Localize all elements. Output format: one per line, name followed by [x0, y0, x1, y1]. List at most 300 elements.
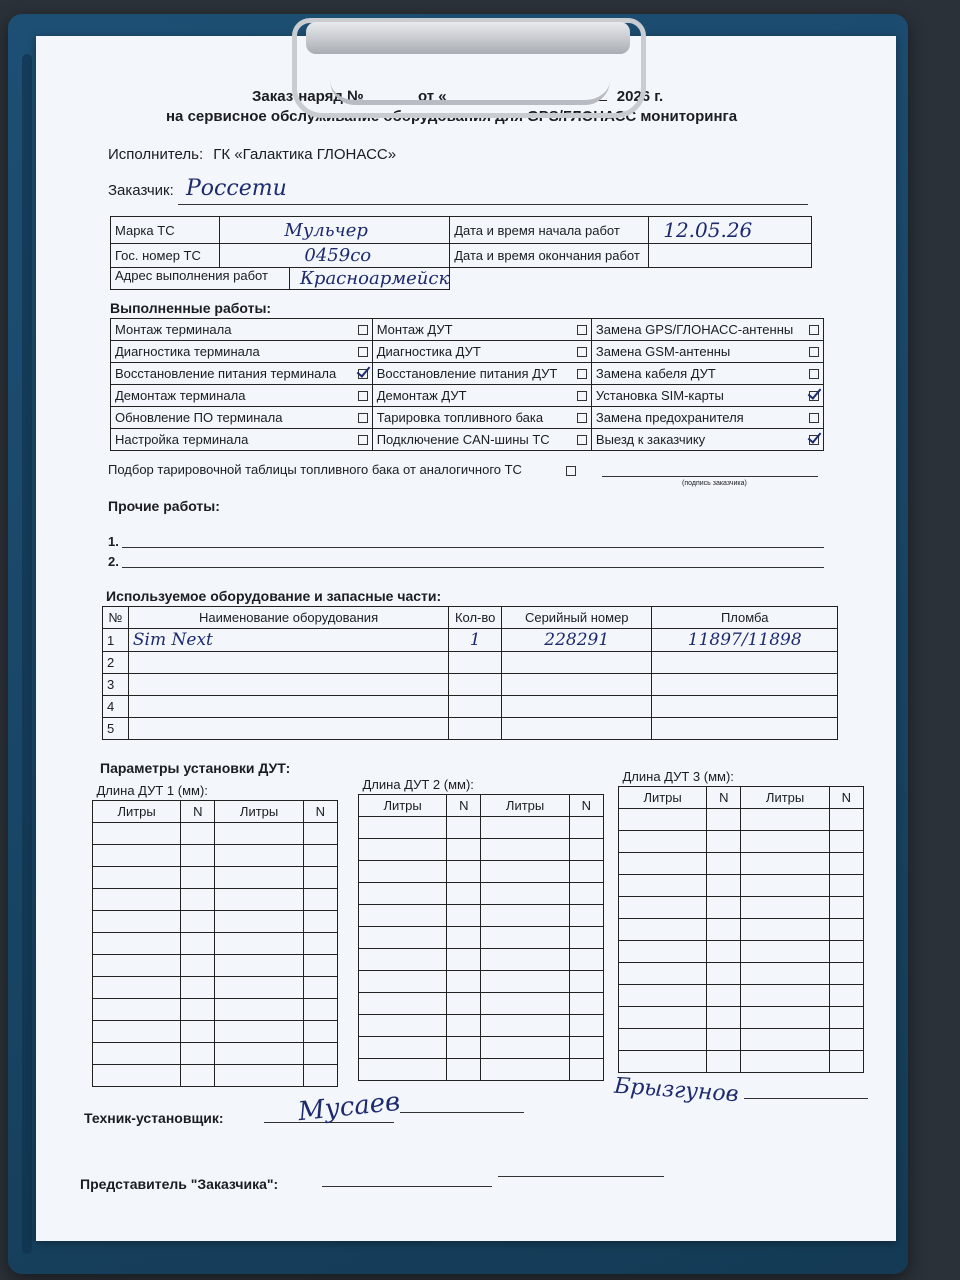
brand-label: Марка ТС — [111, 217, 220, 244]
dut-cell[interactable] — [181, 977, 215, 999]
work-item — [111, 385, 373, 407]
customer-label: Заказчик: — [108, 182, 174, 199]
dut-cell[interactable] — [569, 1059, 603, 1081]
work-item-checkbox[interactable] — [358, 391, 368, 401]
dut-cell[interactable] — [359, 927, 447, 949]
equipment-cell — [502, 696, 652, 718]
equipment-cell — [652, 718, 838, 740]
work-item-checkbox[interactable] — [577, 369, 587, 379]
dut-cell[interactable] — [707, 809, 741, 831]
dut-row — [93, 889, 338, 911]
dut-cell[interactable] — [447, 905, 481, 927]
equipment-cell — [652, 674, 838, 696]
dut-cell[interactable] — [303, 823, 337, 845]
dut-cell[interactable] — [741, 809, 829, 831]
dut-cell[interactable] — [481, 1015, 569, 1037]
work-item-checkbox[interactable] — [809, 391, 819, 401]
dut-cell[interactable] — [829, 963, 863, 985]
work-item — [111, 407, 373, 429]
address-cell — [111, 268, 450, 290]
dut-cell[interactable] — [741, 875, 829, 897]
work-item-checkbox[interactable] — [577, 325, 587, 335]
work-item — [591, 407, 823, 429]
dut-row — [359, 1059, 604, 1081]
tariff-row — [108, 462, 576, 477]
work-item — [111, 363, 373, 385]
work-item-checkbox[interactable] — [358, 413, 368, 423]
dut-cell[interactable] — [829, 1007, 863, 1029]
dut-cell[interactable] — [569, 861, 603, 883]
dut-cell[interactable] — [359, 861, 447, 883]
dut-cell[interactable] — [619, 853, 707, 875]
dut-cell[interactable] — [481, 927, 569, 949]
dut-cell[interactable] — [215, 1021, 303, 1043]
dut-row — [619, 985, 864, 1007]
dut-cell[interactable] — [569, 993, 603, 1015]
equipment-cell: 228291 — [502, 629, 652, 652]
dut-cell[interactable] — [481, 817, 569, 839]
work-item-label: Подключение CAN-шины ТС — [376, 432, 550, 447]
equipment-cell: 5 — [103, 718, 129, 740]
dut-cell[interactable] — [447, 949, 481, 971]
equipment-cell — [128, 652, 448, 674]
dut-cell[interactable] — [93, 845, 181, 867]
equipment-cell — [449, 674, 502, 696]
work-item-label: Установка SIM-карты — [595, 388, 724, 403]
dut-cell[interactable] — [215, 933, 303, 955]
work-item-checkbox[interactable] — [809, 435, 819, 445]
equipment-header: Кол-во — [449, 607, 502, 629]
dut-row — [359, 949, 604, 971]
equipment-cell — [652, 652, 838, 674]
dut-caption: Длина ДУТ 3 (мм): — [622, 768, 734, 784]
equipment-row — [103, 718, 838, 740]
dut-cell[interactable] — [215, 955, 303, 977]
dut-cell[interactable] — [181, 867, 215, 889]
dut-cell[interactable] — [481, 949, 569, 971]
dut-cell[interactable] — [707, 963, 741, 985]
work-item-checkbox[interactable] — [577, 435, 587, 445]
dut-cell[interactable] — [569, 817, 603, 839]
executor-value: ГК «Галактика ГЛОНАСС» — [213, 146, 397, 163]
dut-cell[interactable] — [741, 853, 829, 875]
works-title: Выполненные работы: — [110, 300, 272, 316]
dut-cell[interactable] — [447, 993, 481, 1015]
dut-cell[interactable] — [481, 861, 569, 883]
work-item — [591, 363, 823, 385]
dut-cell[interactable] — [215, 911, 303, 933]
dut-row — [93, 933, 338, 955]
dut-cell[interactable] — [93, 977, 181, 999]
work-item — [111, 429, 373, 451]
dut-cell[interactable] — [303, 867, 337, 889]
work-item-label: Монтаж ДУТ — [376, 322, 453, 337]
equipment-header: Наименование оборудования — [128, 607, 448, 629]
dut-row — [359, 1037, 604, 1059]
dut-cell[interactable] — [481, 883, 569, 905]
equipment-cell — [449, 696, 502, 718]
dut-row — [619, 853, 864, 875]
dut-cell[interactable] — [303, 933, 337, 955]
dut-row — [93, 1065, 338, 1087]
works-row — [111, 363, 824, 385]
dut-cell[interactable] — [829, 897, 863, 919]
dut-cell[interactable] — [619, 941, 707, 963]
equipment-header-row — [103, 607, 838, 629]
dut-cell[interactable] — [829, 1029, 863, 1051]
dut-row — [619, 941, 864, 963]
other-line-2 — [122, 567, 824, 568]
dut-cell[interactable] — [359, 1037, 447, 1059]
dut-cell[interactable] — [619, 1007, 707, 1029]
dut-cell[interactable] — [93, 955, 181, 977]
dut-cell[interactable] — [93, 823, 181, 845]
equipment-cell — [502, 652, 652, 674]
dut-cell[interactable] — [447, 817, 481, 839]
dut-row — [619, 1007, 864, 1029]
executor-row — [108, 146, 396, 163]
dut-cell[interactable] — [359, 1015, 447, 1037]
work-item-checkbox[interactable] — [577, 413, 587, 423]
dut-cell[interactable] — [303, 889, 337, 911]
technician-signature-2: Брызгунов — [613, 1073, 740, 1108]
dut-cell[interactable] — [481, 971, 569, 993]
signature-caption: (подпись заказчика) — [682, 480, 747, 487]
equipment-header: № — [103, 607, 129, 629]
equipment-cell: 2 — [103, 652, 129, 674]
dut-cell[interactable] — [215, 977, 303, 999]
dut-cell[interactable] — [619, 1051, 707, 1073]
clipboard-edge — [22, 54, 32, 1254]
dut-cell[interactable] — [93, 911, 181, 933]
work-order-sheet — [36, 36, 896, 1241]
dut-cell[interactable] — [93, 999, 181, 1021]
dut-header-row — [619, 787, 864, 809]
work-item — [372, 363, 591, 385]
dut-cell[interactable] — [447, 1059, 481, 1081]
work-item-label: Замена кабеля ДУТ — [595, 366, 716, 381]
dut-cell[interactable] — [569, 1037, 603, 1059]
work-item-label: Выезд к заказчику — [595, 432, 706, 447]
dut-cell[interactable] — [447, 861, 481, 883]
dut-cell[interactable] — [215, 1043, 303, 1065]
dut-cell[interactable] — [829, 1051, 863, 1073]
dut-cell[interactable] — [181, 955, 215, 977]
work-item-checkbox[interactable] — [358, 347, 368, 357]
dut-cell[interactable] — [741, 985, 829, 1007]
dut-cell[interactable] — [303, 1021, 337, 1043]
title-line2: на сервисное обслуживание оборудования для GPS/ГЛОНАСС мониторинга — [166, 108, 738, 125]
representative-line-2 — [498, 1176, 664, 1177]
equipment-cell: 1 — [103, 629, 129, 652]
dut-cell[interactable] — [481, 1059, 569, 1081]
dut-cell[interactable] — [829, 875, 863, 897]
dut-cell[interactable] — [303, 999, 337, 1021]
dut-row — [619, 875, 864, 897]
dut-row — [359, 993, 604, 1015]
work-item-label: Тарировка топливного бака — [376, 410, 544, 425]
dut-cell[interactable] — [741, 897, 829, 919]
dut-cell[interactable] — [215, 999, 303, 1021]
dut-cell[interactable] — [619, 985, 707, 1007]
dut-header: Литры — [359, 795, 447, 817]
dut-row — [359, 927, 604, 949]
dut-row — [359, 883, 604, 905]
tariff-checkbox[interactable] — [566, 466, 576, 476]
dut-cell[interactable] — [569, 927, 603, 949]
dut-header: Литры — [93, 801, 181, 823]
plate-label: Гос. номер ТС — [111, 244, 220, 268]
dut-cell[interactable] — [829, 831, 863, 853]
dut-cell[interactable] — [447, 1037, 481, 1059]
dut-cell[interactable] — [741, 919, 829, 941]
other-works-title: Прочие работы: — [108, 498, 220, 514]
dut-row — [359, 861, 604, 883]
representative-line-1 — [322, 1186, 492, 1187]
dut-cell[interactable] — [93, 1065, 181, 1087]
works-row — [111, 407, 824, 429]
dut-row — [93, 911, 338, 933]
dut-cell[interactable] — [619, 919, 707, 941]
dut-cell[interactable] — [707, 1007, 741, 1029]
dut-cell[interactable] — [569, 839, 603, 861]
work-item-label: Замена GPS/ГЛОНАСС-антенны — [595, 322, 794, 337]
work-item — [591, 341, 823, 363]
dut-row — [619, 1029, 864, 1051]
technician-label: Техник-установщик: — [84, 1110, 224, 1126]
dut-header: N — [569, 795, 603, 817]
work-item — [111, 341, 373, 363]
equipment-row — [103, 674, 838, 696]
equipment-row — [103, 629, 838, 652]
dut-cell[interactable] — [359, 1059, 447, 1081]
dut-row — [93, 823, 338, 845]
dut-cell[interactable] — [181, 1065, 215, 1087]
dut-cell[interactable] — [707, 875, 741, 897]
dut-row — [93, 999, 338, 1021]
dut-cell[interactable] — [359, 971, 447, 993]
work-item-checkbox[interactable] — [577, 391, 587, 401]
representative-label: Представитель "Заказчика": — [80, 1176, 279, 1192]
work-item-label: Восстановление питания ДУТ — [376, 366, 558, 381]
dut-row — [619, 809, 864, 831]
customer-value: Россети — [186, 176, 287, 201]
dut-header: N — [447, 795, 481, 817]
dut-row — [619, 919, 864, 941]
dut-row — [619, 1051, 864, 1073]
dut-cell[interactable] — [215, 1065, 303, 1087]
dut-caption: Длина ДУТ 2 (мм): — [362, 776, 474, 792]
work-item-checkbox[interactable] — [809, 325, 819, 335]
dut-cell[interactable] — [619, 875, 707, 897]
dut-cell[interactable] — [619, 1029, 707, 1051]
address-value: Красноармейск — [300, 268, 450, 289]
work-item — [372, 319, 591, 341]
works-table — [110, 318, 824, 451]
work-item-checkbox[interactable] — [809, 369, 819, 379]
equipment-header: Серийный номер — [502, 607, 652, 629]
dut-cell[interactable] — [569, 949, 603, 971]
work-item-label: Демонтаж ДУТ — [376, 388, 467, 403]
work-item-label: Диагностика ДУТ — [376, 344, 481, 359]
dut-cell[interactable] — [569, 883, 603, 905]
dut-cell[interactable] — [741, 963, 829, 985]
dut-cell[interactable] — [741, 1007, 829, 1029]
work-item-checkbox[interactable] — [809, 347, 819, 357]
dut-cell[interactable] — [447, 883, 481, 905]
work-item-label: Монтаж терминала — [115, 322, 232, 337]
brand-value: Мульчер — [220, 217, 450, 244]
dut-header: Литры — [741, 787, 829, 809]
plate-value: 0459со — [220, 244, 450, 268]
dut-cell[interactable] — [303, 977, 337, 999]
dut-cell[interactable] — [303, 1065, 337, 1087]
address-blank — [450, 268, 812, 290]
dut-cell[interactable] — [447, 927, 481, 949]
dut-cell[interactable] — [741, 1029, 829, 1051]
dut-cell[interactable] — [741, 831, 829, 853]
dut-cell[interactable] — [707, 985, 741, 1007]
end-value — [649, 244, 812, 268]
dut-row — [619, 963, 864, 985]
dut-cell[interactable] — [181, 1043, 215, 1065]
dut-cell[interactable] — [93, 1043, 181, 1065]
dut-table — [618, 766, 864, 1073]
dut-cell[interactable] — [481, 839, 569, 861]
equipment-cell — [502, 718, 652, 740]
works-row — [111, 341, 824, 363]
dut-cell[interactable] — [215, 867, 303, 889]
equipment-cell: 1 — [449, 629, 502, 652]
dut-cell[interactable] — [741, 1051, 829, 1073]
dut-row — [93, 845, 338, 867]
work-item — [372, 429, 591, 451]
dut-cell[interactable] — [829, 809, 863, 831]
work-item-checkbox[interactable] — [358, 369, 368, 379]
dut-cell[interactable] — [829, 985, 863, 1007]
dut-cell[interactable] — [303, 845, 337, 867]
work-item-label: Диагностика терминала — [115, 344, 260, 359]
dut-cell[interactable] — [181, 933, 215, 955]
dut-cell[interactable] — [359, 883, 447, 905]
dut-row — [93, 1043, 338, 1065]
dut-cell[interactable] — [619, 963, 707, 985]
dut-cell[interactable] — [359, 949, 447, 971]
dut-cell[interactable] — [181, 911, 215, 933]
dut-cell[interactable] — [181, 1021, 215, 1043]
dut-cell[interactable] — [481, 905, 569, 927]
dut-cell[interactable] — [707, 853, 741, 875]
dut-cell[interactable] — [707, 1029, 741, 1051]
dut-header: N — [829, 787, 863, 809]
dut-cell[interactable] — [619, 831, 707, 853]
dut-cell[interactable] — [303, 911, 337, 933]
dut-cell[interactable] — [215, 823, 303, 845]
technician-line-2 — [400, 1112, 524, 1113]
dut-cell[interactable] — [93, 867, 181, 889]
work-item — [372, 407, 591, 429]
dut-row — [359, 817, 604, 839]
equipment-cell: 3 — [103, 674, 129, 696]
dut-cell[interactable] — [619, 897, 707, 919]
dut-cell[interactable] — [359, 817, 447, 839]
customer-signature-line — [602, 476, 818, 477]
work-item-checkbox[interactable] — [358, 325, 368, 335]
dut-header: N — [303, 801, 337, 823]
equipment-cell — [449, 718, 502, 740]
dut-row — [93, 977, 338, 999]
dut-cell[interactable] — [447, 1015, 481, 1037]
dut-cell[interactable] — [359, 839, 447, 861]
work-item-checkbox[interactable] — [358, 435, 368, 445]
equipment-title: Используемое оборудование и запасные части: — [106, 588, 442, 604]
dut-header: Литры — [215, 801, 303, 823]
dut-cell[interactable] — [829, 853, 863, 875]
dut-cell[interactable] — [359, 993, 447, 1015]
equipment-row — [103, 652, 838, 674]
work-item-label: Замена предохранителя — [595, 410, 744, 425]
dut-cell[interactable] — [181, 823, 215, 845]
dut-cell[interactable] — [569, 971, 603, 993]
other-line-1 — [122, 547, 824, 548]
dut-cell[interactable] — [93, 933, 181, 955]
work-item — [372, 341, 591, 363]
dut-cell[interactable] — [303, 955, 337, 977]
dut-cell[interactable] — [707, 941, 741, 963]
dut-cell[interactable] — [215, 889, 303, 911]
equipment-cell: 4 — [103, 696, 129, 718]
vehicle-table — [110, 216, 812, 290]
work-item — [372, 385, 591, 407]
dut-cell[interactable] — [359, 905, 447, 927]
dut-cell[interactable] — [569, 905, 603, 927]
dut-cell[interactable] — [707, 1051, 741, 1073]
dut-cell[interactable] — [93, 1021, 181, 1043]
other-item-1: 1. — [108, 534, 119, 549]
equipment-cell — [502, 674, 652, 696]
dut-cell[interactable] — [741, 941, 829, 963]
equipment-cell: Sim Next — [128, 629, 448, 652]
dut-cell[interactable] — [181, 889, 215, 911]
dut-row — [619, 831, 864, 853]
equipment-header: Пломба — [652, 607, 838, 629]
dut-cell[interactable] — [707, 831, 741, 853]
dut-cell[interactable] — [707, 919, 741, 941]
dut-cell[interactable] — [215, 845, 303, 867]
dut-cell[interactable] — [619, 809, 707, 831]
dut-row — [93, 867, 338, 889]
dut-cell[interactable] — [829, 941, 863, 963]
equipment-row — [103, 696, 838, 718]
dut-cell[interactable] — [481, 1037, 569, 1059]
dut-header-row — [359, 795, 604, 817]
dut-cell[interactable] — [93, 889, 181, 911]
dut-cell[interactable] — [481, 993, 569, 1015]
work-item-checkbox[interactable] — [809, 413, 819, 423]
dut-cell[interactable] — [829, 919, 863, 941]
dut-cell[interactable] — [181, 845, 215, 867]
equipment-cell — [128, 674, 448, 696]
other-item-2: 2. — [108, 554, 119, 569]
dut-cell[interactable] — [707, 897, 741, 919]
dut-cell[interactable] — [303, 1043, 337, 1065]
dut-cell[interactable] — [447, 971, 481, 993]
work-item-checkbox[interactable] — [577, 347, 587, 357]
dut-cell[interactable] — [181, 999, 215, 1021]
dut-cell[interactable] — [447, 839, 481, 861]
dut-cell[interactable] — [569, 1015, 603, 1037]
dut-header-row — [93, 801, 338, 823]
